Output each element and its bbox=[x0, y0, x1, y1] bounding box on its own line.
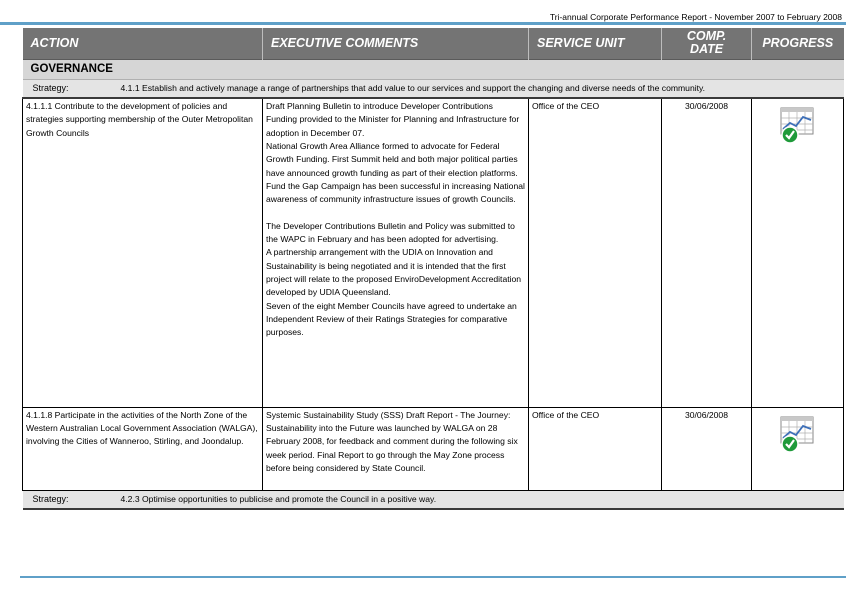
strategy-label: Strategy: bbox=[32, 82, 69, 93]
comp-date-cell: 30/06/2008 bbox=[662, 407, 752, 490]
table-header-row bbox=[23, 28, 844, 59]
table-row bbox=[23, 98, 844, 407]
strategy-row bbox=[23, 79, 844, 98]
strategy-text: 4.1.1 Establish and actively manage a range of partnerships that add value to our services and support the changing and diverse needs of the community. bbox=[120, 82, 706, 93]
progress-cell bbox=[752, 407, 844, 490]
comments-cell: Systemic Sustainability Study (SSS) Draft Report - The Journey: Sustainability into the Future was launched by WALGA on 28 February 2008, for feedback and comment during the following six week period. Final Report to go through the May Zone process before being considered by State Council. bbox=[263, 407, 529, 490]
strategy-text: 4.2.3 Optimise opportunities to publicise and promote the Council in a positive way. bbox=[120, 493, 437, 504]
strategy-row bbox=[23, 490, 844, 509]
chart-check-icon bbox=[778, 105, 818, 145]
action-cell: 4.1.1.1 Contribute to the development of policies and strategies supporting membership of the Outer Metropolitan Growth Councils bbox=[23, 98, 263, 407]
table-row bbox=[23, 407, 844, 490]
service-unit-cell: Office of the CEO bbox=[529, 407, 662, 490]
strategy-label: Strategy: bbox=[32, 493, 69, 504]
col-header-comments: EXECUTIVE COMMENTS bbox=[263, 28, 529, 59]
action-cell: 4.1.1.8 Participate in the activities of the North Zone of the Western Australian Local Government Association (WALGA), involving the Cities of Wanneroo, Stirling, and Joondalup. bbox=[23, 407, 263, 490]
report-title: Tri-annual Corporate Performance Report - November 2007 to February 2008 bbox=[549, 12, 842, 22]
service-unit-cell: Office of the CEO bbox=[529, 98, 662, 407]
comments-cell: Draft Planning Bulletin to introduce Developer Contributions Funding provided to the Minister for Planning and Infrastructure for adoption in December 07. National Growth Area Alliance formed to advocate for Federal Growth Funding. First Summit held and both major political parties have announced growth funding as part of their election platforms. Fund the Gap Campaign has been successful in increasing National awareness of community infrastructure issues of growth Councils. The Developer Contributions Bulletin and Policy was submitted to the WAPC in February and has been adopted for advertising. A partnership arrangement with the UDIA on Innovation and Sustainability is being negotiated and it is intended that the first project will relate to the proposed EnviroDevelopment Accreditation developed by UDIA Queensland. Seven of the eight Member Councils have agreed to undertake an Independent Review of their Ratings Strategies for comparative purposes. bbox=[263, 98, 529, 407]
chart-check-icon bbox=[778, 414, 818, 454]
col-header-action: ACTION bbox=[23, 28, 263, 59]
performance-table bbox=[22, 28, 844, 510]
section-row bbox=[23, 59, 844, 79]
col-header-progress: PROGRESS bbox=[752, 28, 844, 59]
progress-cell bbox=[752, 98, 844, 407]
col-header-comp-date: COMP. DATE bbox=[662, 28, 752, 59]
top-rule bbox=[0, 22, 846, 25]
comp-date-cell: 30/06/2008 bbox=[662, 98, 752, 407]
section-title: GOVERNANCE bbox=[23, 59, 844, 79]
col-header-service-unit: SERVICE UNIT bbox=[529, 28, 662, 59]
bottom-rule bbox=[20, 576, 846, 578]
